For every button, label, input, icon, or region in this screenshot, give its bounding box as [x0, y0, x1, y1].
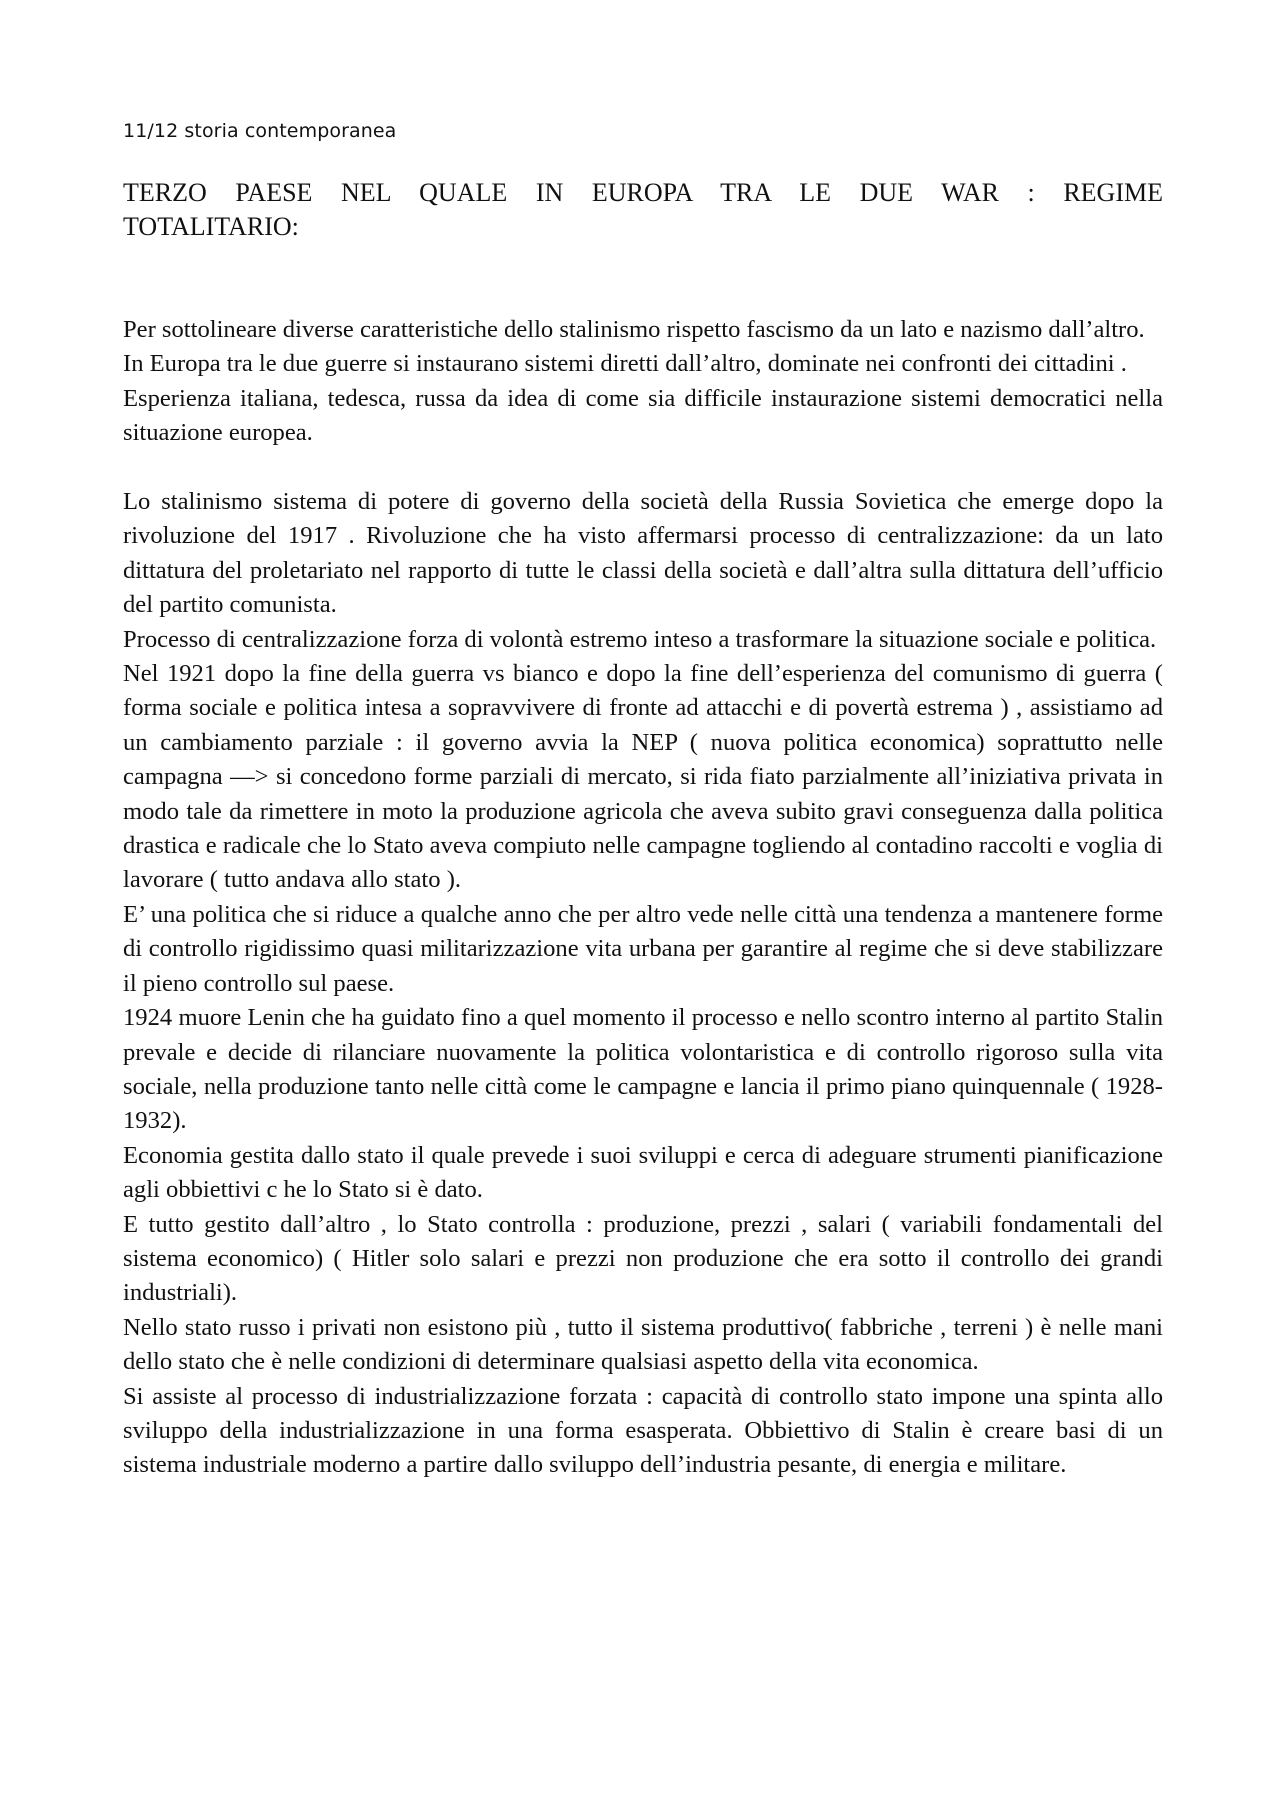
paragraph: Nello stato russo i privati non esistono più , tutto il sistema produttivo( fabbriche , terreni ) è nelle mani dello stato che è nelle condizioni di determinare qualsiasi aspetto della vita economica.: [123, 1313, 1163, 1376]
paragraph: Esperienza italiana, tedesca, russa da idea di come sia difficile instaurazione sistemi democratici nella situazione europea.: [123, 384, 1163, 447]
paragraph: E’ una politica che si riduce a qualche anno che per altro vede nelle città una tendenza a mantenere forme di controllo rigidissimo quasi militarizzazione vita urbana per garantire al regime che si deve stabilizzare il pieno controllo sul paese.: [123, 900, 1163, 997]
heading-line-2: TOTALITARIO:: [123, 212, 299, 241]
date-subject-line: 11/12 storia contemporanea: [123, 120, 397, 142]
paragraph: Si assiste al processo di industrializzazione forzata : capacità di controllo stato impone una spinta allo sviluppo della industrializzazione in una forma esasperata. Obbiettivo di Stalin è creare basi di un sistema industriale moderno a partire dallo sviluppo dell’industria pesante, di energia e militare.: [123, 1382, 1163, 1479]
paragraph: Nel 1921 dopo la fine della guerra vs bianco e dopo la fine dell’esperienza del comunismo di guerra ( forma sociale e politica intesa a sopravvivere di fronte ad attacchi e di povertà estrema ) , assistiamo ad un cambiamento parziale : il governo avvia la NEP ( nuova politica economica) soprattutto nelle campagna —> si concedono forme parziali di mercato, si rida fiato parzialmente all’iniziativa privata in modo tale da rimettere in moto la produzione agricola che aveva subito gravi conseguenza dalla politica drastica e radicale che lo Stato aveva compiuto nelle campagne togliendo al contadino raccolti e voglia di lavorare ( tutto andava allo stato ).: [123, 660, 1163, 894]
paragraph: Lo stalinismo sistema di potere di governo della società della Russia Sovietica che emerge dopo la rivoluzione del 1917 . Rivoluzione che ha visto affermarsi processo di centralizzazione: da un lato dittatura del proletariato nel rapporto di tutte le classi della società e dall’altra sulla dittatura dell’ufficio del partito comunista.: [123, 488, 1163, 619]
paragraph: Economia gestita dallo stato il quale prevede i suoi sviluppi e cerca di adeguare strumenti pianificazione agli obbiettivi c he lo Stato si è dato.: [123, 1141, 1163, 1204]
paragraph: E tutto gestito dall’altro , lo Stato controlla : produzione, prezzi , salari ( variabili fondamentali del sistema economico) ( Hitler solo salari e prezzi non produzione che era sotto il controllo dei grandi industriali).: [123, 1210, 1163, 1307]
paragraph: Per sottolineare diverse caratteristiche dello stalinismo rispetto fascismo da un lato e nazismo dall’altro.: [123, 316, 1145, 343]
document-heading: [123, 176, 1163, 244]
document-body: [123, 313, 1163, 1483]
heading-line-1: TERZO PAESE NEL QUALE IN EUROPA TRA LE DUE WAR : REGIME: [123, 178, 1163, 207]
paragraph: Processo di centralizzazione forza di volontà estremo inteso a trasformare la situazione sociale e politica.: [123, 625, 1157, 653]
paragraph: In Europa tra le due guerre si instaurano sistemi diretti dall’altro, dominate nei confronti dei cittadini .: [123, 350, 1127, 378]
paragraph-spacer: [123, 451, 1163, 485]
paragraph: 1924 muore Lenin che ha guidato fino a quel momento il processo e nello scontro interno al partito Stalin prevale e decide di rilanciare nuovamente la politica volontaristica e di controllo rigoroso sulla vita sociale, nella produzione tanto nelle città come le campagne e lancia il primo piano quinquennale ( 1928-1932).: [123, 1004, 1163, 1135]
